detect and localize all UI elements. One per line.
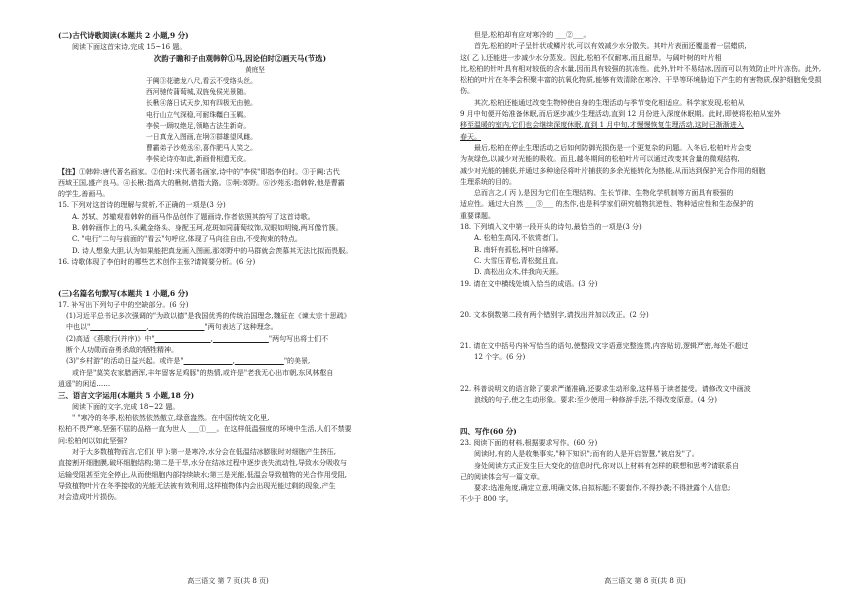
question-21-cont: 12 个字。(6 分) — [474, 353, 526, 362]
question-18: 18. 下列填入文中第一段开头的诗句,最恰当的一项是(3 分) — [460, 223, 642, 232]
section-title: 三、语言文字运用(本题共 5 小题,18 分) — [58, 391, 195, 401]
poem-title: 次韵子瞻和子由观韩幹①马,因论伯时②画天马(节选) — [153, 53, 327, 63]
writing-prompt-line: 身处阅读方式正发生巨大变化的信息时代,你对以上材料有怎样的联想和思考?请联系自 — [474, 461, 739, 470]
note-text: ①韩幹:唐代著名画家。②伯时:宋代著名画家,诗中的"李侯"即指李伯时。③于阗:古代 — [79, 167, 340, 176]
section-title: 四、写作(60 分) — [460, 427, 517, 437]
poem-line: 于阗③花骢龙八尺,看云不受络头丝。 — [146, 76, 257, 85]
passage-line: 松柏不畏严寒,坚强不屈的品格一直为世人 ___①___。在这样低温强度的环境中生活,人们不禁要 — [58, 425, 352, 434]
left-page-content — [58, 30, 422, 503]
question-22: 22. 科普说明文的语言除了要求严谨准确,还要求生动形象,这样易于读者接受。请修改文中画波 — [460, 384, 751, 393]
passage-line: 总而言之,( 丙 ),是因为它们在生理结构、生长节律、生物化学机制等方面具有极强的 — [474, 189, 734, 198]
passage-line: 其次,松柏还能通过改变生物钟使自身的生理活动与季节变化相适应。科学家发现,松柏从 — [474, 98, 745, 107]
q17-part-3-cont: 或许是"莫笑农家腊酒浑,丰年留客足鸡豚"的热情,或许是"老我无心出市朝,东风林壑自 — [72, 368, 334, 377]
question-21: 21. 请在文中括号内补写恰当的语句,使整段文字语意完整连贯,内容贴切,逻辑严密,每处不超过 — [460, 342, 749, 351]
passage-line: 对会造成叶片损伤。 — [58, 493, 121, 502]
q17-part-1: (1)习近平总书记多次强调的"为政以德"是我国优秀的传统治国理念,魏征在《谏太宗十思疏》 — [66, 312, 351, 321]
question-23: 23. 阅读下面的材料,根据要求写作。(60 分) — [460, 438, 598, 447]
q17-part-3: (3)"乡村游"的活动日益兴起。或许是" , "的美景, — [66, 357, 311, 366]
poem-note: 的学生,善画马。 — [58, 190, 110, 199]
page-footer: 高三语文 第 8 页(共 8 页) — [604, 577, 686, 585]
poem-line: 李侯论诗亦如此,新画骨相遗无皮。 — [146, 155, 251, 164]
q17-part-1-blanks: 中也以" , "两句表达了这种理念。 — [66, 323, 278, 332]
passage-line: 首先,松柏的叶子呈针状或鳞片状,可以有效减少水分散失。其叶片表面还覆盖着一层蜡质, — [474, 42, 747, 51]
passage-line: 但是,松柏却有应对寒冷的 ___②___。 — [474, 31, 591, 39]
writing-prompt-line: 阅读时,有的人是收集事实,"种下知识";而有的人是开启智慧,"被启发"了。 — [474, 450, 699, 459]
q18-option-b: B. 南轩有孤松,柯叶自绵幂。 — [474, 245, 563, 254]
poem-author: 黄庭坚 — [245, 65, 265, 74]
passage-line: 重要课题。 — [460, 211, 495, 220]
question-22-cont: 浪线的句子,使之生动形象。要求:至少使用一种修辞手法,不得改变原意。(4 分) — [474, 396, 717, 405]
q15-option-b: B. 韩幹画作上的马,头戴金络头、身配玉珂,花斑如同蒲萄纹饰,双眼如明镜,两耳像竹簇。 — [72, 224, 343, 232]
q17-part-2: (2)高适《燕歌行(并序)》中" , "两句写出将士们不 — [66, 334, 329, 343]
question-15: 15. 下列对这首诗的理解与赏析,不正确的一项是(3 分) — [58, 201, 226, 210]
passage-line: 对于大多数植物而言,它们( 甲 ):第一是寒冷,水分会在低温结冰膨胀时对细胞产生挤压, — [72, 447, 336, 456]
passage-line-wavy: 移至温暖的室内,它们也会继续深度休眠,直到 1 月中旬,才慢慢恢复生理活动,这时已渐渐进入 — [460, 121, 744, 130]
poem-line: 一日真龙入图画,在坰⑤群雄望风雌。 — [146, 132, 257, 141]
passage-line: 最后,松柏在停止生理活动之后如何防御光损伤是一个更复杂的问题。入冬后,松柏叶片会变 — [474, 143, 752, 152]
right-page-content — [460, 30, 826, 506]
poem-line: 长楸④落日试天步,知有四极无由驰。 — [146, 99, 257, 108]
q18-option-c: C. 大雪压青松,青松挺且直。 — [474, 256, 563, 265]
passage-line-wavy: 春天。 — [460, 132, 481, 141]
poem-line: 曹霸弟子沙苑丞⑥,喜作肥马人笑之。 — [146, 144, 257, 153]
q17-part-3-end: 逍遥"的闲适…… — [58, 379, 111, 388]
passage-line: " "寒冷的冬季,松柏依然依然傲立,绿意盎然。在中国传统文化里, — [72, 414, 270, 423]
writing-prompt-line: 己的阅读体会写一篇文章。 — [460, 472, 544, 481]
q17-part-2-cont: 断个人功勋而奋勇杀敌的牺牲精神。 — [66, 345, 178, 354]
q15-option-a: A. 苏轼、苏辙观看韩幹的画马作品创作了题画诗,作者依照其韵写了这首诗歌。 — [72, 212, 315, 221]
poem-note: 西域王国,盛产良马。④长楸:指高大的楸树,借指大路。⑤坰:郊野。⑥沙苑丞:指韩幹,他是曹霸 — [58, 178, 345, 187]
page-footer: 高三语文 第 7 页(共 8 页) — [187, 577, 269, 585]
passage-line: 为灰绿色,以减少对光能的吸收。而且,越冬期间的松柏叶片可以通过改变其含量的微观结构, — [460, 155, 740, 164]
q15-option-c: C. "电行"二句与前面的"看云"句呼应,体现了马向往自由,不受拘束的特点。 — [72, 235, 302, 244]
passage-line: 松柏的叶片在冬季会积聚丰富的抗氧化物质,能够有效清除在寒冷、干旱等环境胁迫下产生的有害物质,保护细胞免受损伤。 — [460, 76, 822, 96]
writing-prompt-line: 要求:选准角度,确定立意,明确文体,自拟标题;不要套作,不得抄袭;不得泄露个人信息; — [474, 484, 731, 493]
passage-line: 运输受阻甚至完全停止,从而使细胞内部持续缺水;第三是光能,低温会导致植物的光合作用受阻, — [58, 470, 348, 479]
question-19: 19. 请在文中横线处填入恰当的成语。(3 分) — [460, 279, 598, 288]
passage-line: 9 月中旬便开始准备休眠,而后逐步减少生理活动,直到 12 月份进入深度休眠期。此时,即使将松柏从室外 — [460, 110, 781, 119]
section-title: (三)名篇名句默写(本题共 1 小题,6 分) — [58, 289, 189, 299]
question-16: 16. 诗歌体现了李伯时的哪些艺术创作主张?请简要分析。(6 分) — [58, 257, 256, 266]
question-20: 20. 文本倒数第二段有两个错别字,请找出并加以改正。(2 分) — [460, 310, 649, 319]
right-page — [430, 0, 860, 608]
poem-note — [58, 166, 422, 178]
passage-line: 适应性。通过大自然 ___③___ 的杰作,也是科学家们研究植物抗逆性、物种适应性和生态保护的 — [460, 200, 754, 209]
section-title: (二)古代诗歌阅读(本题共 2 小题,9 分) — [58, 31, 189, 40]
section-intro: 阅读下面这首宋诗,完成 15~16 题。 — [72, 42, 187, 51]
question-17: 17. 补写出下列句子中的空缺部分。(6 分) — [58, 300, 189, 309]
passage-line: 问:松柏何以如此坚强? — [58, 436, 128, 445]
passage-line: 生理系统的目的。 — [460, 177, 516, 186]
q18-option-a: A. 松柏生高冈,不依赏者门。 — [474, 234, 563, 243]
poem-line: 电行山立气深稳,可耐珠韁白玉羁。 — [146, 110, 251, 119]
passage-line: 比,松柏的针叶具有相对较低的含水量,因而具有较强的抗冻性。此外,针叶不易结冰,因而可以有效防止叶片冻伤。此外, — [460, 64, 822, 73]
section-intro: 阅读下面的文字,完成 18~22 题。 — [72, 402, 180, 411]
q18-option-d: D. 高松出众木,伴我向天涯。 — [474, 268, 564, 277]
q15-option-d: D. 诗人想象大胆,认为如果能把真龙画入图画,那郊野中的马群就会羡慕其无法比拟而畏服。 — [72, 246, 353, 255]
writing-prompt-line: 不少于 800 字。 — [460, 495, 513, 504]
note-label: 【注】 — [58, 166, 79, 176]
passage-line: 导致植物叶片在冬季接收的光能无法被有效利用,这样植物体内会出现光能过剩的现象,产生 — [58, 481, 336, 490]
passage-line: 这( 乙 ),还能进一步减少水分蒸发。因此,松柏不仅耐寒,而且耐旱。与阔叶树的叶片相 — [460, 53, 722, 62]
passage-line: 直接割开细胞膜,破坏细胞结构;第二是干旱,水分在结冰过程中逐步丧失流动性,导致水分吸收与 — [58, 459, 348, 468]
poem-line: 西河驰传蒲萄城,双旌兔侯光景随。 — [146, 88, 251, 97]
passage-line: 减少对光能的捕获,并通过多种途径将叶片捕获的多余光能转化为热能,从而达到保护光合作用的细胞 — [460, 166, 766, 175]
poem-line: 李侯一顾叹绝足,领略古法生新奇。 — [146, 121, 251, 130]
